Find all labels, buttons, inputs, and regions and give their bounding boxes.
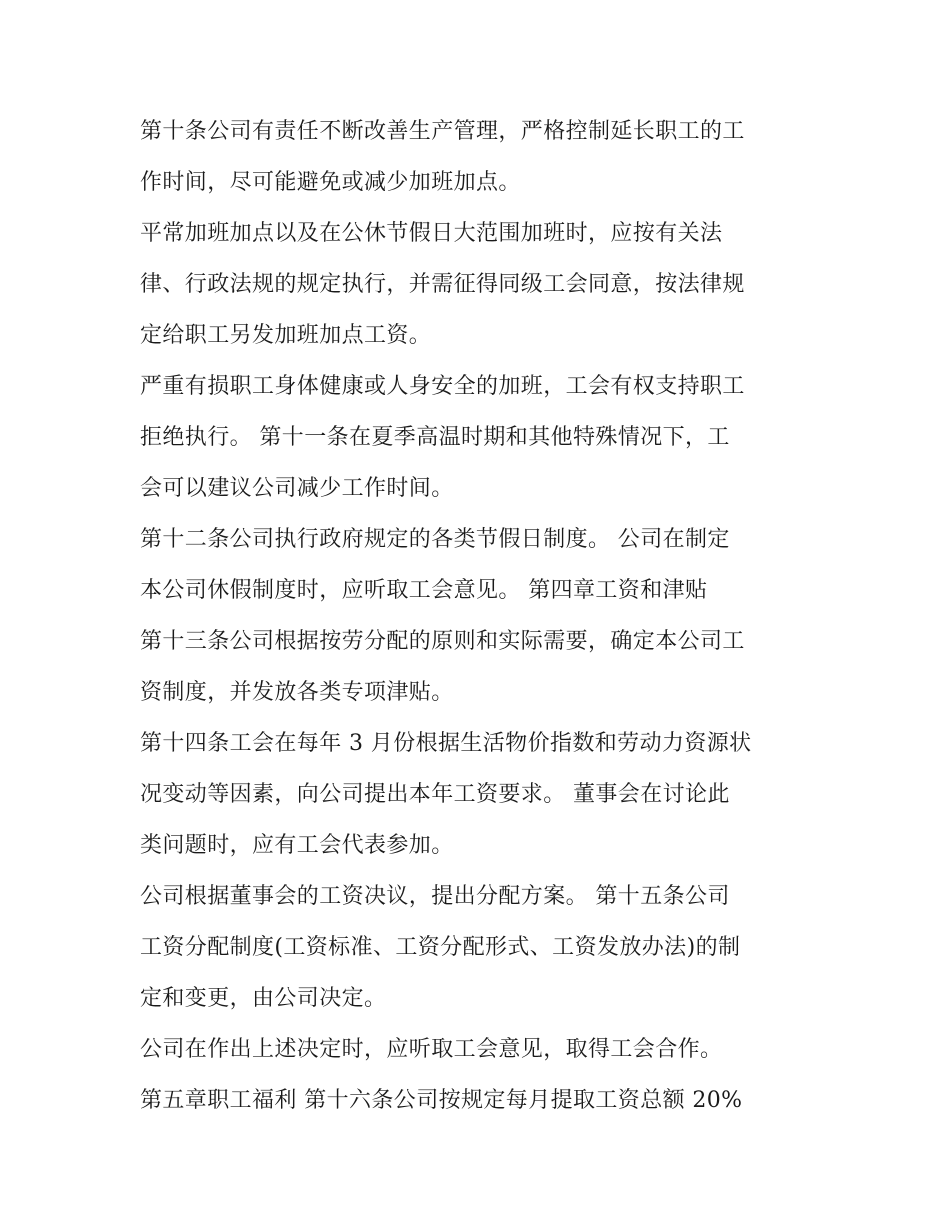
text-line: 作时间，尽可能避免或减少加班加点。	[140, 170, 521, 195]
text-line: 资制度，并发放各类专项津贴。	[140, 680, 454, 705]
text-line: 况变动等因素，向公司提出本年工资要求。 董事会在讨论此	[140, 782, 730, 807]
text-line: 本公司休假制度时，应听取工会意见。 第四章工资和津贴	[140, 578, 708, 603]
text-line: 第十三条公司根据按劳分配的原则和实际需要，确定本公司工	[140, 629, 745, 654]
text-line: 类问题时，应有工会代表参加。	[140, 833, 454, 858]
text-line: 第十二条公司执行政府规定的各类节假日制度。 公司在制定	[140, 527, 730, 552]
text-line: 第十条公司有责任不断改善生产管理，严格控制延长职工的工	[140, 119, 745, 144]
text-line: 工资分配制度(工资标准、工资分配形式、工资发放办法)的制	[140, 935, 741, 960]
text-line: 严重有损职工身体健康或人身安全的加班，工会有权支持职工	[140, 374, 745, 399]
text-line: 第十四条工会在每年 3 月份根据生活物价指数和劳动力资源状	[140, 731, 752, 756]
document-body	[140, 106, 820, 1126]
text-line: 会可以建议公司减少工作时间。	[140, 476, 454, 501]
text-line: 公司根据董事会的工资决议，提出分配方案。 第十五条公司	[140, 884, 730, 909]
text-line: 定和变更，由公司决定。	[140, 986, 387, 1011]
text-line: 公司在作出上述决定时，应听取工会意见，取得工会合作。	[140, 1037, 723, 1062]
text-line: 第五章职工福利 第十六条公司按规定每月提取工资总额 20%	[140, 1088, 743, 1113]
text-line: 律、行政法规的规定执行，并需征得同级工会同意，按法律规	[140, 272, 745, 297]
text-line: 拒绝执行。 第十一条在夏季高温时期和其他特殊情况下，工	[140, 425, 730, 450]
text-line: 定给职工另发加班加点工资。	[140, 323, 432, 348]
text-line: 平常加班加点以及在公休节假日大范围加班时，应按有关法	[140, 221, 723, 246]
